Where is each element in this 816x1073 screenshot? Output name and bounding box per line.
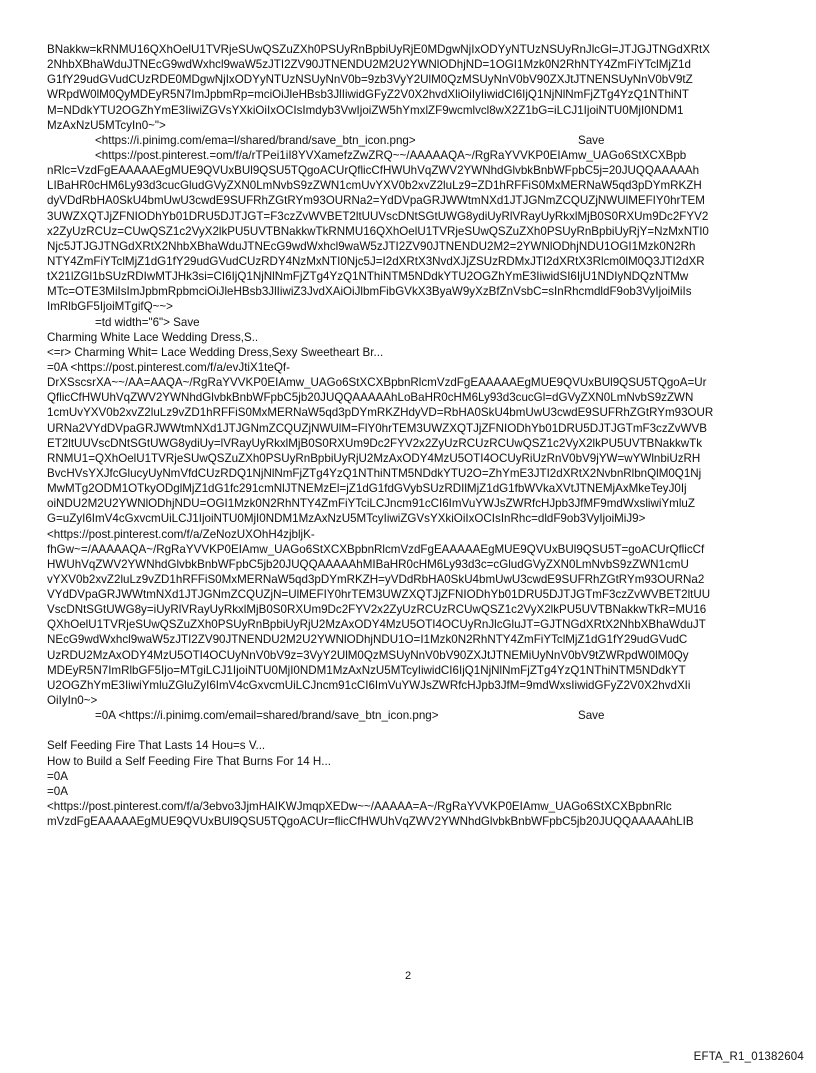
text-line — [47, 769, 769, 784]
text-line — [47, 390, 769, 405]
line-text: =td width="6"> Save — [95, 315, 200, 329]
text-line — [47, 436, 769, 451]
line-text: tX21lZGl1bSUzRDIwMTJHk3si=CI6IjQ1NjNlNmFjZTg4YzQ1NThiNTM5NDdkYTU2OGZhYmE3IiwidSI6IjU1NDIyNDQzNTMw — [47, 270, 689, 284]
line-text: =0A <https://i.pinimg.com/email=shared/brand/save_btn_icon.png> — [95, 709, 439, 723]
text-line — [47, 87, 769, 102]
page-number: 2 — [404, 970, 412, 982]
text-line — [47, 360, 769, 375]
line-text: BvcHVsYXJfcGlucyUyNmVfdCUzRDQ1NjNlNmFjZTg4YzQ1NThiNTM5NDdkYTU2O=ZhYmE3JTI2dXRtX2NvbnRlbnQlM0Q1Nj — [47, 466, 702, 480]
text-line — [47, 814, 769, 829]
text-line — [47, 663, 769, 678]
line-text: <=r> Charming Whit= Lace Wedding Dress,Sexy Sweetheart Br... — [47, 345, 384, 359]
line-text: QflicCfHWUhVqZWV2YWNhdGlvbkBnbWFpbC5jb20JUQQAAAAAhLoBaHR0cHM6Ly93d3cucGl=dGVyZXN0LmNvbS9zZWN — [47, 391, 694, 405]
text-line — [47, 648, 769, 663]
line-text: nRlc=VzdFgEAAAAAEgMUE9QVUxBUl9QSU5TQgoACUrQflicCfHWUhVqZWV2YWNhdGlvbkBnbWFpbC5j=20JUQQAAAAAh — [47, 164, 700, 178]
line-text: Charming White Lace Wedding Dress,S.. — [47, 330, 259, 344]
text-line — [47, 163, 769, 178]
text-line — [47, 72, 769, 87]
text-line — [47, 269, 769, 284]
line-text: VYdDVpaGRJWWtmNXd1JTJGNmZCQUZjN=UlMEFIY0hrTEM3UWZXQTJjZFNIODhYb01DRU5DJTJGTmF3czZvWVBET2ltUU — [47, 588, 711, 602]
text-line — [47, 345, 769, 360]
line-text: M=NDdkYTU2OGZhYmE3IiwiZGVsYXkiOiIxOCIsImdyb3VwIjoiZW5hYmxlZF9wcmlvcl8wX2Z1bG=iLCJ1IjoiNTU0MjI0NDM1 — [47, 103, 684, 117]
line-text: DrXSscsrXA~~/AA=AAQA~/RgRaYVVKP0EIAmw_UAGo6StXCXBpbnRlcmVzdFgEAAAAAEgMUE9QVUxBUl9QSU5TQgoA=Ur — [47, 376, 707, 390]
line-text: 2NhbXBhaWduJTNEcG9wdWxhcl9waW5zJTI2ZV90JTNENDU2M2U2YWNlODhjND=1OGI1Mzk0N2RhNTY4ZmFiYTclMjZ1d — [47, 58, 691, 72]
text-line — [47, 738, 769, 753]
text-line — [47, 557, 769, 572]
text-line — [47, 723, 769, 738]
line-text: Njc5JTJGJTNGdXRtX2NhbXBhaWduJTNEcG9wdWxhcl9waW5zJTI2ZV90JTNENDU2M2=2YWNlODhjNDU1OGI1Mzk0N2Rh — [47, 239, 696, 253]
text-line — [47, 496, 769, 511]
line-text: LIBaHR0cHM6Ly93d3cucGludGVyZXN0LmNvbS9zZWN1cmUvYXV0b2xvZ2luLz9=ZD1hRFFiS0MxMERNaW5qd3pDYmRKZH — [47, 179, 702, 193]
line-text: x2ZyUzRCUz=CUwQSZ1c2VyX2lkPU5UVTBNakkwTkRNMU16QXhOelU1TVRjeSUwQSZuZXh0PSUyRnBpbiUyRjY=NzMxNTI0 — [47, 224, 709, 238]
text-line — [47, 784, 769, 799]
text-line — [47, 693, 769, 708]
line-text: <https://post.pinterest.com/f/a/ZeNozUXOhH4zjbljK- — [47, 527, 315, 541]
text-line — [47, 133, 769, 148]
text-line — [47, 466, 769, 481]
text-line — [47, 239, 769, 254]
line-text: 1cmUvYXV0b2xvZ2luLz9vZD1hRFFiS0MxMERNaW5qd3pDYmRKZHdyVD=RbHA0SkU4bmUwU3cwdE9SUFRhZGtRYm93OUR — [47, 406, 714, 420]
document-text — [47, 42, 769, 829]
line-text: MwMTg2ODM1OTkyODglMjZ1dG1fc291cmNlJTNEMzEl=jZ1dG1fdGVybSUzRDIlMjZ1dG1fbWVkaXVtJTNEMjAxMkeTeyJ0Ij — [47, 482, 687, 496]
text-line — [47, 284, 769, 299]
text-line — [47, 224, 769, 239]
line-text: ET2ltUUVscDNtSGtUWG8ydiUy=lVRayUyRkxlMjB0S0RXUm9Dc2FYV2x2ZyUzRCUzRCUwQSZ1c2VyX2lkPU5UVTBNakkwTk — [47, 436, 703, 450]
text-line — [47, 632, 769, 647]
text-line — [47, 254, 769, 269]
line-text: QXhOelU1TVRjeSUwQSZuZXh0PSUyRnBpbiUyRjU2MzAxODY4MzU5OTI4OCUyRnJlcGluJT=GJTNGdXRtX2NhbXBhaWduJT — [47, 618, 706, 632]
bates-number: EFTA_R1_01382604 — [693, 1051, 804, 1063]
line-text: 3UWZXQTJjZFNIODhYb01DRU5DJTJGT=F3czZvWVBET2ltUUVscDNtSGtUWG8ydiUyRlVRayUyRkxlMjB0S0RXUm9Dc2FYV2 — [47, 209, 709, 223]
line-text: ImRlbGF5IjoiMTgifQ~~> — [47, 300, 173, 314]
line-text: NEcG9wdWxhcl9waW5zJTI2ZV90JTNENDU2M2U2YWNlODhjNDU1O=I1Mzk0N2RhNTY4ZmFiYTclMjZ1dG1fY29udGVudC — [47, 633, 688, 647]
text-line — [47, 178, 769, 193]
text-line — [47, 678, 769, 693]
line-text: OiIyIn0~> — [47, 694, 98, 708]
text-line — [47, 587, 769, 602]
line-text: =0A — [47, 784, 68, 798]
line-text: <https://i.pinimg.com/ema=l/shared/brand/save_btn_icon.png> — [95, 133, 416, 147]
text-line — [47, 708, 769, 723]
line-text: mVzdFgEAAAAAEgMUE9QVUxBUl9QSU5TQgoACUr=flicCfHWUhVqZWV2YWNhdGlvbkBnbWFpbC5jb20JUQQAAAAAhLIB — [47, 815, 694, 829]
text-line — [47, 405, 769, 420]
line-text: UzRDU2MzAxODY4MzU5OTI4OCUyNnV0bV9z=3VyY2UlM0QzMSUyNnV0bV90ZXJtJTNEMiUyNnV0bV9tZWRpdW0lM0Qy — [47, 648, 689, 662]
line-text: G=uZyI6ImV4cGxvcmUiLCJ1IjoiNTU0MjI0NDM1MzAxNzU5MTcyIiwiZGVsYXkiOiIxOCIsInRhc=dldF9ob3VyIjoiMiJ9> — [47, 512, 646, 526]
text-line — [47, 209, 769, 224]
text-line — [47, 572, 769, 587]
line-text: U2OGZhYmE3IiwiYmluZGluZyI6ImV4cGxvcmUiLCJncm91cCI6ImVuYWJsZWRfcHJpb3JfM=9mdWxsIiwidGFyZ2V0X2hvdXIi — [47, 678, 691, 692]
text-line — [47, 542, 769, 557]
line-text: =0A <https://post.pinterest.com/f/a/evJtiX1teQf- — [47, 360, 290, 374]
line-text: vYXV0b2xvZ2luLz9vZD1hRFFiS0MxMERNaW5qd3pDYmRKZH=yVDdRbHA0SkU4bmUwU3cwdE9SUFRhZGtRYm93OURNa2 — [47, 572, 705, 586]
text-line — [47, 42, 769, 57]
line-text: MTc=OTE3MiIsImJpbmRpbmciOiJleHBsb3JlIiwiZ3JvdXAiOiJlbmFibGVkX3ByaW9yXzBfZnVsbC=sInRhcmdldF9ob3VyIjoiMiIs — [47, 285, 692, 299]
text-line — [47, 193, 769, 208]
line-text: <https://post.pinterest.=om/f/a/rTPei1iI8YVXamefzZwZRQ~~/AAAAAQA~/RgRaYVVKP0EIAmw_UAGo6StXCXBpb — [95, 148, 687, 162]
save-label: Save — [578, 709, 605, 723]
text-line — [47, 421, 769, 436]
line-text: URNa2VYdDVpaGRJWWtmNXd1JTJGNmZCQUZjNWUlM=FlY0hrTEM3UWZXQTJjZFNIODhYb01DRU5DJTJGTmF3czZvWVB — [47, 421, 707, 435]
text-line — [47, 375, 769, 390]
line-text: RNMU1=QXhOelU1TVRjeSUwQSZuZXh0PSUyRnBpbiUyRjU2MzAxODY4MzU5OTI4OCUyRiUzRnV0bV9jYW=wYWlnbiUzRH — [47, 451, 701, 465]
text-line — [47, 799, 769, 814]
line-text: oiNDU2M2U2YWNlODhjNDU=OGI1Mzk0N2RhNTY4ZmFiYTciLCJncm91cCI6ImVuYWJsZWRfcHJpb3JfMF9mdWxsliwiYmluZ — [47, 497, 695, 511]
line-text: HWUhVqZWV2YWNhdGlvbkBnbWFpbC5jb20JUQQAAAAAhMIBaHR0cHM6Ly93d3c=cGludGVyZXN0LmNvbS9zZWN1cmU — [47, 557, 689, 571]
text-line — [47, 481, 769, 496]
text-line — [47, 118, 769, 133]
line-text: WRpdW0lM0QyMDEyR5N7ImJpbmRp=mciOiJleHBsb3JlIiwidGFyZ2V0X2hvdXliOiIyIiwidCI6IjQ1NjNlNmFjZTg4YzQ1NThiNT — [47, 88, 689, 102]
document-body — [47, 42, 769, 829]
line-text: NTY4ZmFiYTclMjZ1dG1fY29udGVudCUzRDY4NzMxNTI0Njc5J=I2dXRtX3NvdXJjZSUzRDMxJTI2dXRtX3Rlcm0lM0Q3JTI2dXR — [47, 254, 705, 268]
text-line — [47, 617, 769, 632]
line-text: dyVDdRbHA0SkU4bmUwU3cwdE9SUFRhZGtRYm93OURNa2=YdDVpaGRJWWtmNXd1JTJGNmZCQUZjNWUlMEFIY0hrTEM — [47, 194, 705, 208]
line-text: MDEyR5N7ImRlbGF5Ijo=MTgiLCJ1IjoiNTU0MjI0NDM1MzAxNzU5MTcyIiwidCI6IjQ1NjNlNmFjZTg4YzQ1NThiNTM5NDdkYT — [47, 663, 686, 677]
text-line — [47, 330, 769, 345]
text-line — [47, 299, 769, 314]
text-line — [47, 451, 769, 466]
text-line — [47, 602, 769, 617]
text-line — [47, 315, 769, 330]
text-line — [47, 103, 769, 118]
line-text: <https://post.pinterest.com/f/a/3ebvo3JjmHAIKWJmqpXEDw~~/AAAAA=A~/RgRaYVVKP0EIAmw_UAGo6StXCXBpbnRlc — [47, 800, 672, 814]
line-text: VscDNtSGtUWG8y=iUyRlVRayUyRkxlMjB0S0RXUm9Dc2FYV2x2ZyUzRCUzRCUwQSZ1c2VyX2lkPU5UVTBNakkwTkR=MU16 — [47, 603, 707, 617]
text-line — [47, 148, 769, 163]
line-text: How to Build a Self Feeding Fire That Burns For 14 H... — [47, 754, 331, 768]
line-text: Self Feeding Fire That Lasts 14 Hou=s V... — [47, 739, 266, 753]
line-text: G1fY29udGVudCUzRDE0MDgwNjIxODYyNTUzNSUyNnV0b=9zb3VyY2UlM0QzMSUyNnV0bV90ZXJtJTNENSUyNnV0bV9tZ — [47, 73, 693, 87]
save-label: Save — [578, 133, 605, 147]
line-text: BNakkw=kRNMU16QXhOelU1TVRjeSUwQSZuZXh0PSUyRnBpbiUyRjE0MDgwNjIxODYyNTUzNSUyRnJlcGl=JTJGJTNGdXRtX — [47, 43, 710, 56]
text-line — [47, 511, 769, 526]
text-line — [47, 57, 769, 72]
line-text: MzAxNzU5MTcyIn0~"> — [47, 118, 166, 132]
text-line — [47, 527, 769, 542]
line-text: =0A — [47, 769, 68, 783]
line-text: fhGw~=/AAAAAQA~/RgRaYVVKP0EIAmw_UAGo6StXCXBpbnRlcmVzdFgEAAAAAEgMUE9QVUxBUl9QSU5T=goACUrQflicCf — [47, 542, 705, 556]
text-line — [47, 754, 769, 769]
